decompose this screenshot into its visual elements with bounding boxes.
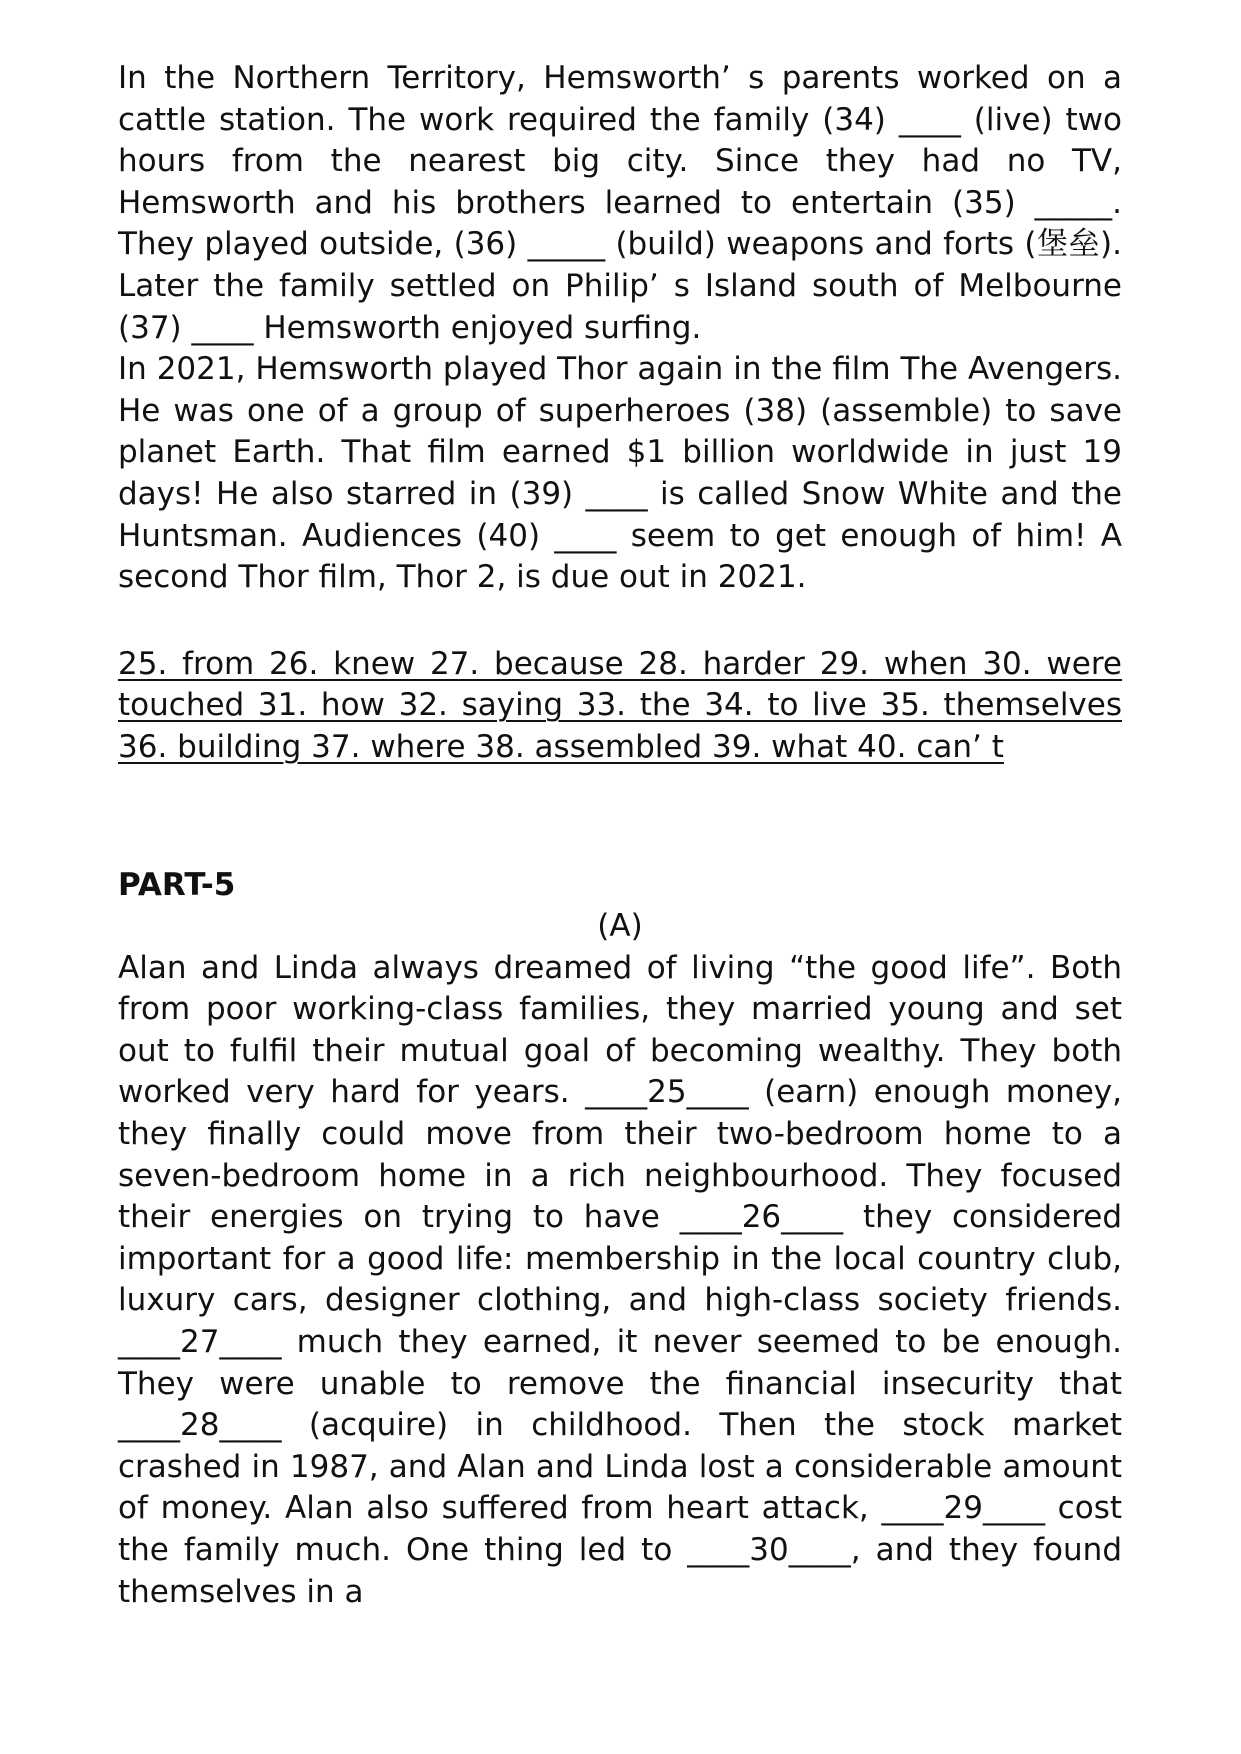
passage-one-paragraph-1: In the Northern Territory, Hemsworth’ s parents worked on a cattle station. The work required the family (34) ____ (live) two hours from the nearest big city. Since they had no TV, Hemsworth and his brothers learned to entertain (35) _____. They played outside, (36) _____ (build) weapons and forts (堡垒). Later the family settled on Philip’ s Island south of Melbourne (37) ____ Hemsworth enjoyed surfing.	[118, 60, 1122, 346]
section-label: (A)	[597, 908, 643, 945]
passage-two-paragraph-1: Alan and Linda always dreamed of living “the good life”. Both from poor working-class families, they married young and set out to fulfil their mutual goal of becoming wealthy. They both worked very hard for years. ____25____ (earn) enough money, they finally could move from their two-bedroom home to a seven-bedroom home in a rich neighbourhood. They focused their energies on trying to have ____26____ they considered important for a good life: membership in the local country club, luxury cars, designer clothing, and high-class society friends. ____27____ much they earned, it never seemed to be enough. They were unable to remove the financial insecurity that ____28____ (acquire) in childhood. Then the stock market crashed in 1987, and Alan and Linda lost a considerable amount of money. Alan also suffered from heart attack, ____29____ cost the family much. One thing led to ____30____, and they found themselves in a	[118, 949, 1122, 1610]
answer-key: 25. from 26. knew 27. because 28. harder 29. when 30. were touched 31. how 32. saying 33. the 34. to live 35. themselves 36. building 37. where 38. assembled 39. what 40. can’ t	[118, 645, 1122, 765]
passage-one-paragraph-2: In 2021, Hemsworth played Thor again in the film The Avengers. He was one of a group of superheroes (38) (assemble) to save planet Earth. That film earned $1 billion worldwide in just 19 days! He also starred in (39) ____ is called Snow White and the Huntsman. Audiences (40) ____ seem to get enough of him! A second Thor film, Thor 2, is due out in 2021.	[118, 351, 1122, 596]
part-heading: PART-5	[118, 866, 236, 903]
document-page	[118, 58, 1122, 1613]
